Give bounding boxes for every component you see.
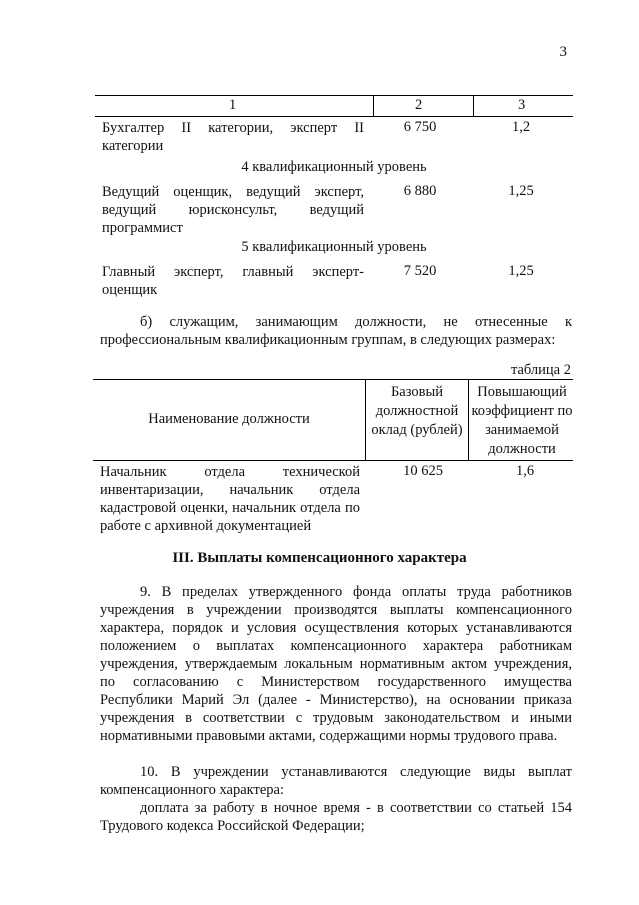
table-row xyxy=(95,263,573,303)
position-name: Главный эксперт, главный эксперт-оценщик xyxy=(102,264,364,298)
page-number: 3 xyxy=(559,44,567,60)
column-header-3: 3 xyxy=(518,97,526,113)
position-name: Начальник отдела технической инвентаризации, начальник отдела кадастровой оценки, начальник отдела по работе с архивной документацией xyxy=(100,464,360,534)
paragraph-9: 9. В пределах утвержденного фонда оплаты труда работников учреждения в учреждении производятся выплаты компенсационного характера, порядок и условия осуществления которых устанавливаются положением о выплатах компенсационного характера работникам учреждения, утверждаемым локальным нормативным актом учреждения, по согласованию с Министерством государственного имущества Республики Марий Эл (далее - Министерство), на основании приказа учреждения в соответствии с трудовым законодательством и иными нормативными правовыми актами, содержащими нормы трудового права. xyxy=(100,584,572,744)
coefficient: 1,2 xyxy=(511,119,531,135)
qualification-level-row xyxy=(95,239,573,263)
column-header-position: Наименование должности xyxy=(148,411,310,427)
column-divider xyxy=(468,380,469,460)
table-row xyxy=(93,463,573,539)
column-header-coefficient: Повышающий коэффициент по занимаемой должности xyxy=(471,384,573,457)
salary-table-1 xyxy=(95,95,573,303)
coefficient: 1,6 xyxy=(515,463,535,479)
base-salary: 10 625 xyxy=(403,463,443,479)
qualification-level-row xyxy=(95,159,573,183)
column-divider xyxy=(373,96,374,116)
column-header-1: 1 xyxy=(229,97,237,113)
column-divider xyxy=(365,380,366,460)
table-header-row xyxy=(95,95,573,117)
base-salary: 6 880 xyxy=(403,183,437,199)
coefficient: 1,25 xyxy=(508,263,534,279)
position-name: Ведущий оценщик, ведущий эксперт, ведущий юрисконсульт, ведущий программист xyxy=(102,184,364,236)
coefficient: 1,25 xyxy=(508,183,534,199)
table-row xyxy=(95,183,573,239)
table-2-label: таблица 2 xyxy=(510,362,571,378)
qualification-level: 5 квалификационный уровень xyxy=(241,239,427,255)
base-salary: 7 520 xyxy=(403,263,437,279)
position-name: Бухгалтер II категории, эксперт II категории xyxy=(102,120,364,154)
table-row xyxy=(95,119,573,159)
paragraph-b: б) служащим, занимающим должности, не отнесенные к профессиональным квалификационным группам, в следующих размерах: xyxy=(100,314,572,348)
section-title: III. Выплаты компенсационного характера xyxy=(172,550,467,566)
salary-table-2 xyxy=(93,379,573,539)
base-salary: 6 750 xyxy=(403,119,437,135)
paragraph-10: 10. В учреждении устанавливаются следующие виды выплат компенсационного характера: xyxy=(100,764,572,798)
table-header-row xyxy=(93,379,573,461)
paragraph-10-item: доплата за работу в ночное время - в соответствии со статьей 154 Трудового кодекса Российской Федерации; xyxy=(100,800,572,834)
column-header-2: 2 xyxy=(415,97,423,113)
qualification-level: 4 квалификационный уровень xyxy=(241,159,427,175)
column-header-base-salary: Базовый должностной оклад (рублей) xyxy=(371,384,463,438)
column-divider xyxy=(473,96,474,116)
